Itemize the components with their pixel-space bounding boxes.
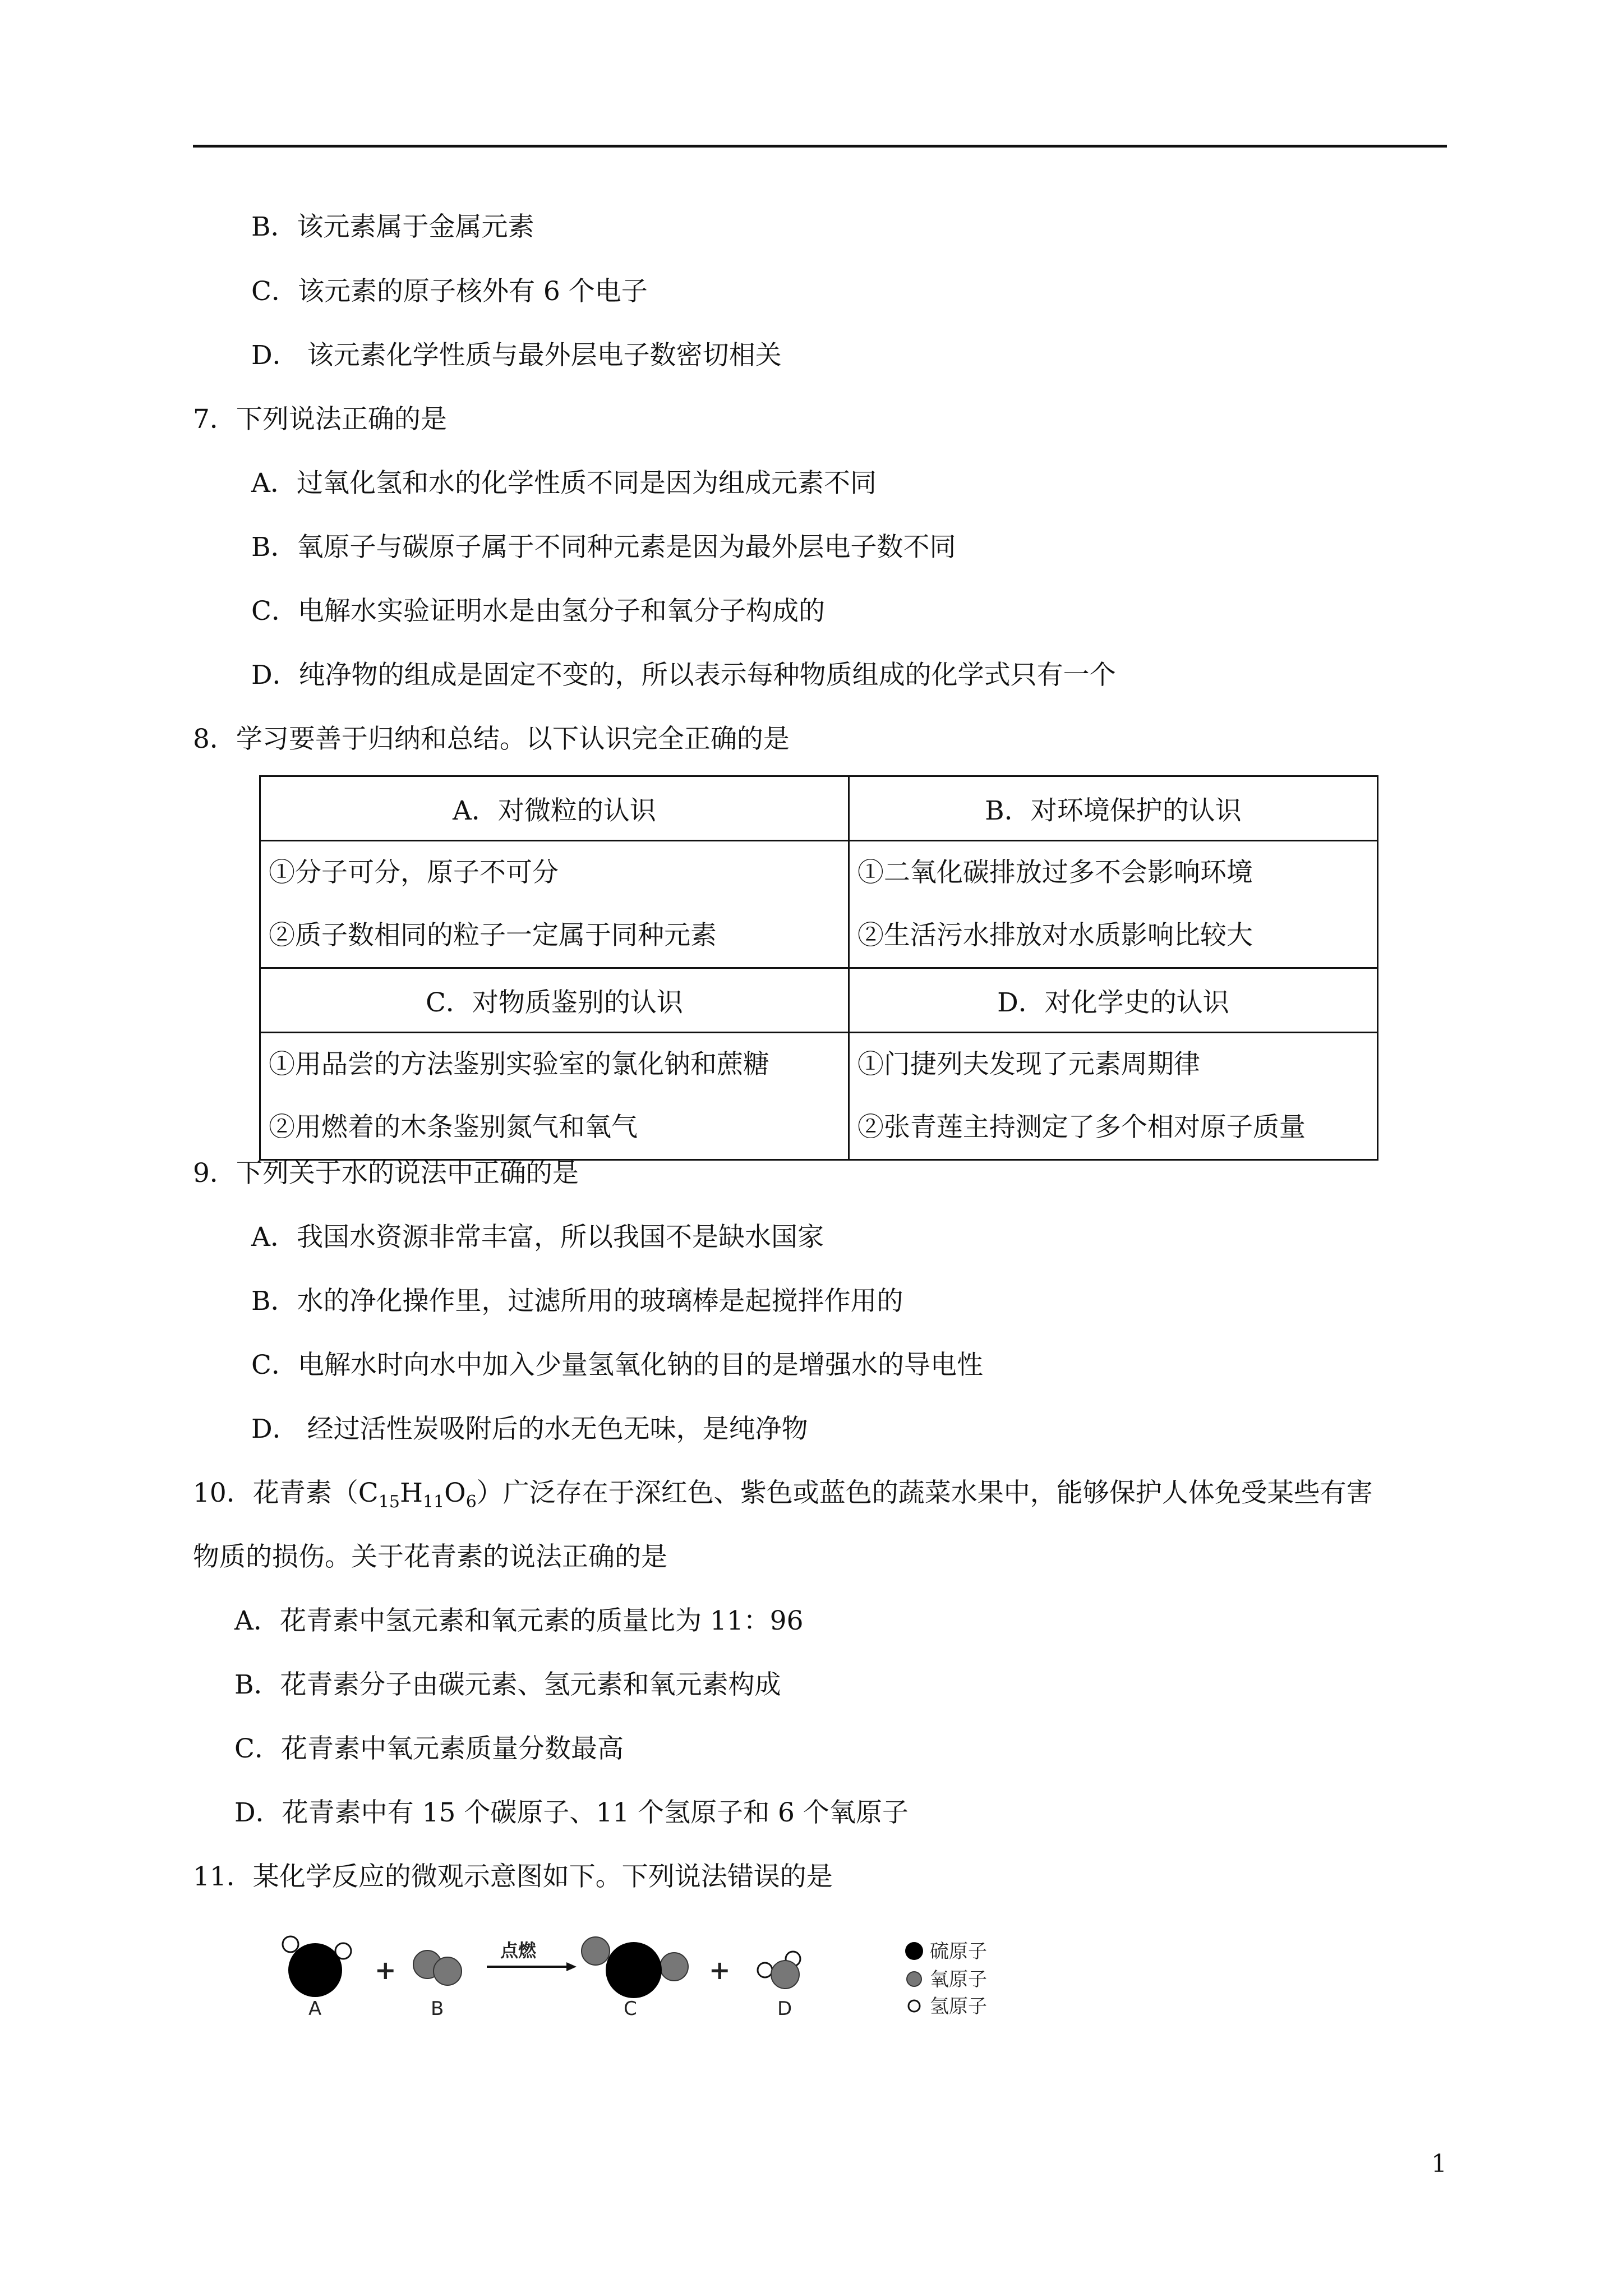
table-d-item-1: ①门捷列夫发现了元素周期律 (857, 1049, 1200, 1080)
q10-option-d: D．花青素中有 15 个碳原子、11 个氢原子和 6 个氧原子 (234, 1797, 909, 1828)
q9-option-b: B．水的净化操作里，过滤所用的玻璃棒是起搅拌作用的 (251, 1286, 903, 1317)
table-head-a: A．对微粒的认识 (260, 776, 849, 841)
legend-oxygen-marker (907, 1972, 921, 1986)
q8-knowledge-table (259, 775, 1378, 1161)
legend-sulfur-marker (905, 1942, 923, 1960)
q6-option-d: D． 该元素化学性质与最外层电子数密切相关 (251, 340, 782, 371)
legend (905, 1940, 987, 2018)
legend-oxygen: 氧原子 (930, 1968, 987, 1991)
q9-stem: 9．下列关于水的说法中正确的是 (193, 1158, 579, 1189)
q10-sub-c: 15 (378, 1492, 400, 1512)
q10-h: H (399, 1478, 423, 1508)
q9-option-a: A．我国水资源非常丰富，所以我国不是缺水国家 (251, 1222, 824, 1253)
q7-stem: 7．下列说法正确的是 (193, 404, 447, 435)
q7-option-c: C．电解水实验证明水是由氢分子和氧分子构成的 (251, 596, 825, 627)
table-b-item-2: ②生活污水排放对水质影响比较大 (857, 920, 1253, 951)
header-rule (193, 145, 1447, 148)
table-cell-d (849, 1033, 1377, 1160)
reaction-arrow (487, 1962, 577, 1971)
q6-option-b: B．该元素属于金属元素 (251, 211, 534, 242)
label-c: C (624, 1998, 637, 2020)
q10-stem (193, 1476, 1373, 1510)
table-a-item-1: ①分子可分，原子不可分 (269, 857, 559, 888)
q10-sub-o: 6 (465, 1492, 477, 1512)
q10-sub-h: 11 (422, 1492, 445, 1512)
table-cell-b (849, 841, 1377, 968)
label-d: D (777, 1998, 792, 2020)
q10-o: O (444, 1478, 466, 1508)
arrow-label: 点燃 (500, 1940, 537, 1961)
table-head-d: D．对化学史的认识 (849, 968, 1377, 1033)
q10-option-a: A．花青素中氢元素和氧元素的质量比为 11：96 (234, 1605, 804, 1636)
legend-sulfur: 硫原子 (930, 1940, 987, 1963)
label-b: B (431, 1998, 444, 2020)
molecule-d (758, 1952, 800, 1989)
table-head-c: C．对物质鉴别的认识 (260, 968, 849, 1033)
label-a: A (308, 1998, 322, 2020)
plus-sign-2: + (709, 1955, 731, 1985)
table-d-item-2: ②张青莲主持测定了多个相对原子质量 (857, 1112, 1306, 1143)
legend-hydrogen-marker (909, 2000, 920, 2012)
table-cell-a (260, 841, 849, 968)
q6-option-c: C．该元素的原子核外有 6 个电子 (251, 276, 648, 307)
q10-option-c: C．花青素中氧元素质量分数最高 (234, 1733, 624, 1764)
reaction-svg (269, 1930, 1054, 2053)
q10-prefix: 10．花青素（C (193, 1478, 379, 1508)
molecule-a (283, 1936, 351, 1997)
page-number: 1 (1431, 2150, 1447, 2178)
table-a-item-2: ②质子数相同的粒子一定属于同种元素 (269, 920, 717, 951)
q9-option-d: D． 经过活性炭吸附后的水无色无味，是纯净物 (251, 1414, 808, 1444)
q10-stem-cont: 物质的损伤。关于花青素的说法正确的是 (193, 1542, 667, 1572)
table-c-item-2: ②用燃着的木条鉴别氮气和氧气 (269, 1112, 638, 1143)
q8-stem: 8．学习要善于归纳和总结。以下认识完全正确的是 (193, 724, 790, 754)
q9-option-c: C．电解水时向水中加入少量氢氧化钠的目的是增强水的导电性 (251, 1350, 983, 1381)
q7-option-b: B．氧原子与碳原子属于不同种元素是因为最外层电子数不同 (251, 532, 956, 563)
table-cell-c (260, 1033, 849, 1160)
legend-hydrogen: 氢原子 (930, 1995, 987, 2018)
q10-suffix: ）广泛存在于深红色、紫色或蓝色的蔬菜水果中，能够保护人体免受某些有害 (476, 1478, 1373, 1508)
reaction-diagram (269, 1930, 1054, 2053)
table-head-b: B．对环境保护的认识 (849, 776, 1377, 841)
q7-option-a: A．过氧化氢和水的化学性质不同是因为组成元素不同 (251, 468, 877, 499)
q11-stem: 11．某化学反应的微观示意图如下。下列说法错误的是 (193, 1861, 833, 1892)
table-b-item-1: ①二氧化碳排放过多不会影响环境 (857, 857, 1253, 888)
q10-option-b: B．花青素分子由碳元素、氢元素和氧元素构成 (234, 1669, 781, 1700)
plus-sign-1: + (375, 1955, 396, 1985)
molecule-c (582, 1937, 688, 1998)
molecule-b (413, 1950, 462, 1985)
table-c-item-1: ①用品尝的方法鉴别实验室的氯化钠和蔗糖 (269, 1049, 769, 1080)
q7-option-d: D．纯净物的组成是固定不变的，所以表示每种物质组成的化学式只有一个 (251, 660, 1116, 691)
